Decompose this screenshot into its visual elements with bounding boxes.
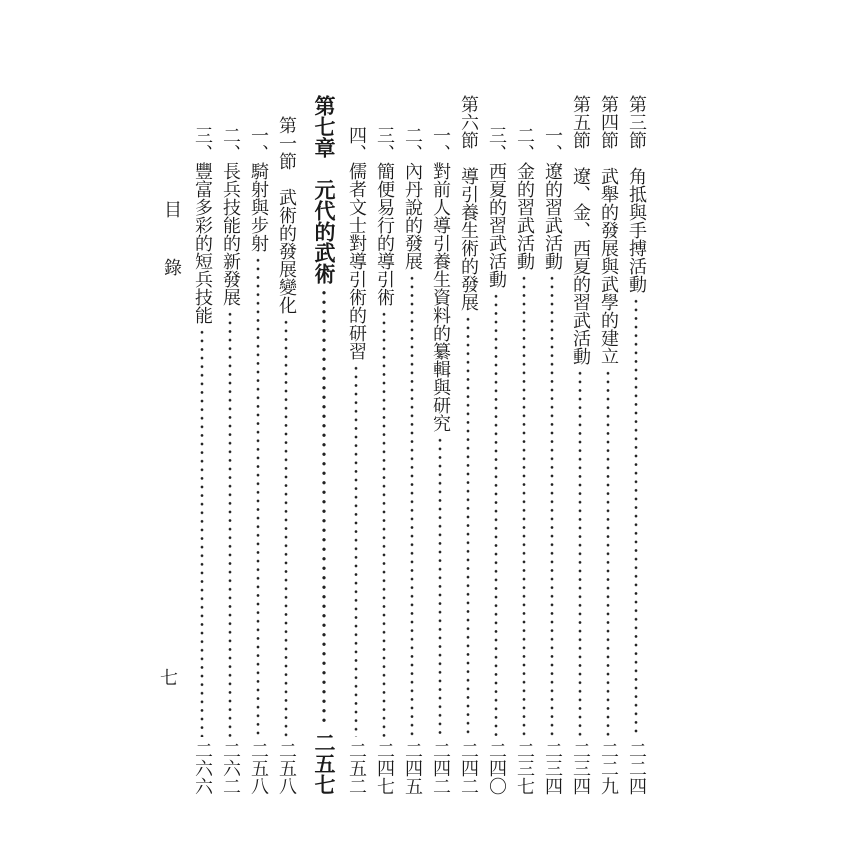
entry-label: 第五節 遼、金、西夏的習武活動 (570, 95, 591, 365)
entry-label: 第一節 武術的發展變化 (276, 116, 297, 314)
entry-label: 三、簡便易行的導引術 (374, 126, 395, 306)
toc-entry (190, 126, 214, 795)
toc-entry (484, 126, 508, 795)
running-header: 目錄 (161, 200, 182, 316)
entry-label: 第三節 角抵與手搏活動 (626, 95, 647, 293)
toc-entry (218, 126, 242, 795)
dot-leader (484, 292, 508, 737)
entry-page: 二四七 (374, 741, 395, 795)
entry-page: 二二九 (598, 741, 619, 795)
dot-leader (372, 310, 396, 737)
entry-label: 一、遼的習武活動 (542, 126, 563, 270)
entry-page: 二二四 (626, 741, 647, 795)
dot-leader (400, 274, 424, 737)
dot-leader (512, 274, 536, 737)
entry-label: 四、儒者文士對導引術的研習 (346, 126, 367, 360)
entry-page: 二五八 (276, 741, 297, 795)
toc-entry (372, 126, 396, 795)
toc-entry (512, 126, 536, 795)
dot-leader (624, 297, 648, 737)
dot-leader (310, 288, 338, 728)
entry-label: 一、對前人導引養生資料的纂輯與研究 (430, 126, 451, 432)
entry-label: 三、西夏的習武活動 (486, 126, 507, 288)
dot-leader (344, 364, 368, 737)
toc-entry (400, 126, 424, 795)
entry-page: 二三四 (570, 741, 591, 795)
page-number: 七 (160, 668, 178, 689)
entry-page: 二五七 (312, 732, 337, 795)
dot-leader (246, 256, 270, 737)
entry-page: 二四二 (430, 741, 451, 795)
dot-leader (190, 328, 214, 737)
toc-entry (568, 95, 592, 795)
entry-page: 二六六 (192, 741, 213, 795)
dot-leader (274, 318, 298, 737)
dot-leader (596, 369, 620, 737)
dot-leader (456, 315, 480, 737)
entry-page: 二四二 (458, 741, 479, 795)
dot-leader (428, 436, 452, 737)
chapter-label: 第七章 元代的武術 (312, 95, 337, 284)
entry-label: 一、騎射與步射 (248, 126, 269, 252)
entry-label: 二、金的習武活動 (514, 126, 535, 270)
entry-label: 二、長兵技能的新發展 (220, 126, 241, 306)
toc-entry (428, 126, 452, 795)
entry-page: 二四五 (402, 741, 423, 795)
toc-entry (540, 126, 564, 795)
entry-label: 第四節 武舉的發展與武學的建立 (598, 95, 619, 365)
dot-leader (540, 274, 564, 737)
entry-label: 三、豐富多彩的短兵技能 (192, 126, 213, 324)
entry-page: 二四〇 (486, 741, 507, 795)
toc-entry (246, 126, 270, 795)
toc-entry (344, 126, 368, 795)
toc-entry (596, 95, 620, 795)
dot-leader (568, 369, 592, 737)
entry-label: 第六節 導引養生術的發展 (458, 95, 479, 311)
toc-chapter-entry (310, 95, 338, 795)
toc-entry (456, 95, 480, 795)
dot-leader (218, 310, 242, 737)
entry-label: 二、內丹說的發展 (402, 126, 423, 270)
entry-page: 二六二 (220, 741, 241, 795)
toc-entry (624, 95, 648, 795)
toc-entry (274, 116, 298, 795)
entry-page: 二五二 (346, 741, 367, 795)
entry-page: 二三七 (514, 741, 535, 795)
entry-page: 二三四 (542, 741, 563, 795)
entry-page: 二五八 (248, 741, 269, 795)
